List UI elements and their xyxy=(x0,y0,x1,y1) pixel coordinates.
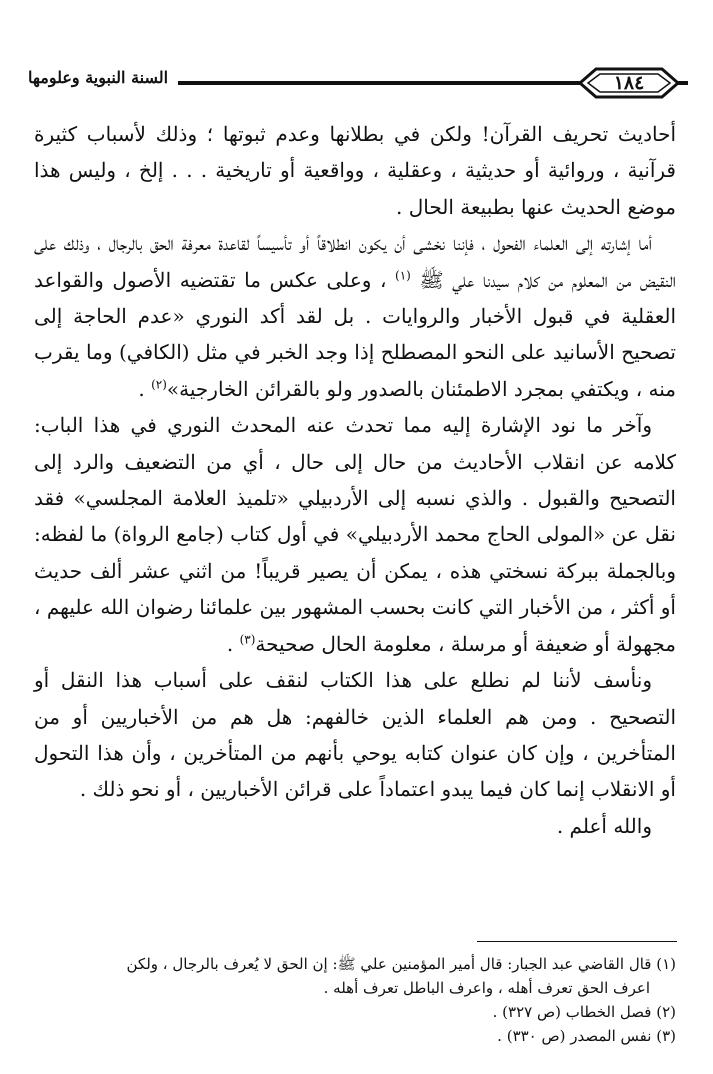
footnote-marker[interactable]: (١) xyxy=(395,267,411,282)
main-text xyxy=(34,116,676,844)
footnote-divider xyxy=(477,941,677,942)
footnote-marker[interactable]: (٢) xyxy=(151,377,167,392)
footnotes xyxy=(36,952,676,1048)
footnote-marker[interactable]: (٣) xyxy=(239,632,256,647)
paragraph: ونأسف لأننا لم نطلع على هذا الكتاب لنقف على أسباب هذا النقل أو التصحيح . ومن هم العلماء الذين خالفهم: هل هم من الأخباريين أو من المتأخرين ، وإن كان عنوان كتابه يوحي بأنهم من المتأخرين ، وأن هذا التحول أو الانقلاب إنما كان فيما يبدو اعتماداً على قرائن الأخباريين ، أو نحو ذلك . xyxy=(34,668,676,802)
paragraph: والله أعلم . xyxy=(556,813,652,838)
paragraph: وآخر ما نود الإشارة إليه مما تحدث عنه المحدث النوري في هذا الباب: كلامه عن انقلاب الأحاديث من حال إلى حال ، أي من التضعيف والرد إلى التصحيح والقبول . والذي نسبه إلى الأردبيلي «تلميذ العلامة المجلسي» فقد نقل عن «المولى الحاج محمد الأردبيلي» في أول كتاب (جامع الرواة) ما لفظه: وبالجملة ببركة نسختي هذه ، يمكن أن يصير قريباً! من اثني عشر ألف حديث أو أكثر ، من الأخبار التي كانت بحسب المشهور بين علمائنا رضوان الله عليهم ، مجهولة أو ضعيفة أو مرسلة ، معلومة الحال صحيحة$^{(٣)}$ . xyxy=(34,413,676,656)
paragraph: أحاديث تحريف القرآن! ولكن في بطلانها وعدم ثبوتها ؛ وذلك لأسباب كثيرة قرآنية ، وروائية أو حديثية ، وعقلية ، وواقعية أو تاريخية . . . إلخ ، وليس هذا موضع الحديث عنها بطبيعة الحال . xyxy=(34,122,676,219)
paragraph: أما إشارته إلى العلماء الفحول ، فإننا نخشى أن يكون انطلاقاً أو تأسيساً لقاعدة معرفة الحق بالرجال ، وذلك على النقيض من المعلوم من كلام سيدنا علي ﷺ $^{(١)}$ ، وعلى عكس ما تقتضيه الأصول والقواعد العقلية في قبول الأخبار والروايات . بل لقد أكد النوري «عدم الحاجة إلى تصحيح الأسانيد على النحو المصطلح إذا وجد الخبر في مثل (الكافي) وما يقرب منه ، ويكتفي بمجرد الاطمئنان بالصدور ولو بالقرائن الخارجية»$^{(٢)}$ . xyxy=(34,231,676,401)
header-rule xyxy=(178,81,576,85)
footnote-1-continued: اعرف الحق تعرف أهله ، واعرف الباطل تعرف أهله . xyxy=(323,979,650,997)
page-header xyxy=(28,62,688,106)
footnote-3: (٣) نفس المصدر (ص ٣٣٠) . xyxy=(497,1027,676,1045)
page-number-badge xyxy=(570,66,688,100)
running-title: السنة النبوية وعلومها xyxy=(28,68,169,87)
page-number: ١٨٤ xyxy=(613,72,645,94)
footnote-2: (٢) فصل الخطاب (ص ٣٢٧) . xyxy=(492,1003,676,1021)
footnote-1: (١) قال القاضي عبد الجبار: قال أمير المؤمنين علي ﷺ: إن الحق لا يُعرف بالرجال ، ولكن xyxy=(126,955,676,973)
